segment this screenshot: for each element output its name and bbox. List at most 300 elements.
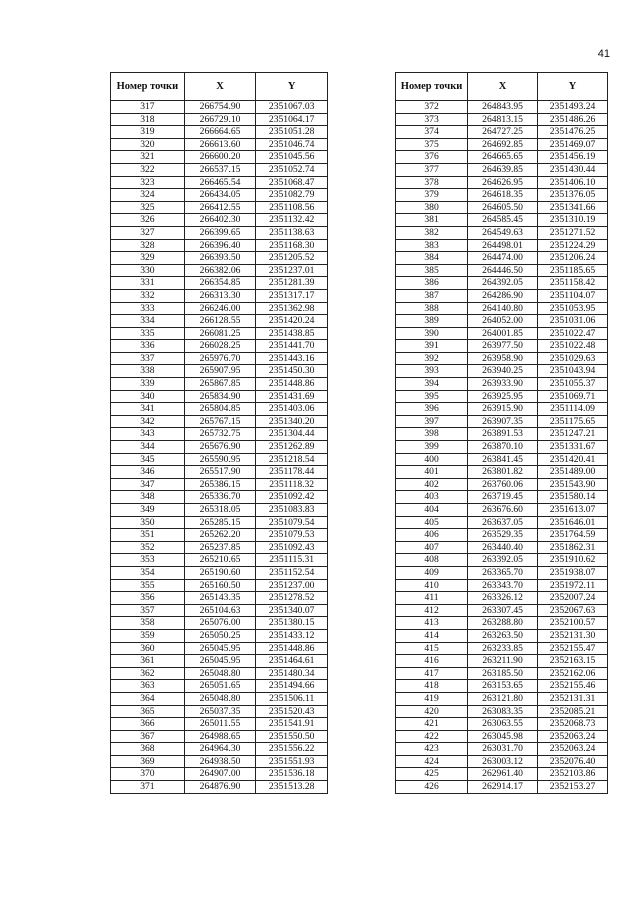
cell-point-number: 327 [111, 226, 185, 239]
cell-x: 265048.80 [184, 692, 256, 705]
cell-x: 265767.15 [184, 415, 256, 428]
cell-point-number: 348 [111, 491, 185, 504]
table-row [111, 289, 328, 302]
cell-point-number: 397 [396, 415, 468, 428]
cell-point-number: 346 [111, 466, 185, 479]
cell-y: 2351022.48 [538, 340, 608, 353]
cell-point-number: 424 [396, 755, 468, 768]
cell-x: 266412.55 [184, 201, 256, 214]
cell-x: 263063.55 [468, 718, 538, 731]
table-row [396, 718, 608, 731]
cell-y: 2351069.71 [538, 390, 608, 403]
cell-point-number: 329 [111, 252, 185, 265]
cell-y: 2351052.74 [256, 163, 328, 176]
table-row [396, 441, 608, 454]
cell-x: 264843.95 [468, 101, 538, 114]
cell-point-number: 374 [396, 126, 468, 139]
table-row [111, 151, 328, 164]
cell-x: 263891.53 [468, 428, 538, 441]
cell-y: 2351108.56 [256, 201, 328, 214]
table-row [111, 453, 328, 466]
cell-point-number: 363 [111, 680, 185, 693]
cell-point-number: 335 [111, 327, 185, 340]
cell-x: 266128.55 [184, 315, 256, 328]
table-row [396, 781, 608, 794]
cell-x: 263392.05 [468, 554, 538, 567]
table-row [111, 226, 328, 239]
cell-point-number: 394 [396, 378, 468, 391]
cell-point-number: 365 [111, 705, 185, 718]
cell-point-number: 331 [111, 277, 185, 290]
table-row [396, 201, 608, 214]
cell-x: 265590.95 [184, 453, 256, 466]
cell-point-number: 317 [111, 101, 185, 114]
cell-x: 264052.00 [468, 315, 538, 328]
cell-point-number: 422 [396, 730, 468, 743]
table-row [111, 541, 328, 554]
cell-y: 2351331.67 [538, 441, 608, 454]
cell-y: 2351132.42 [256, 214, 328, 227]
cell-point-number: 333 [111, 302, 185, 315]
cell-x: 266664.65 [184, 126, 256, 139]
table-row [111, 113, 328, 126]
table-row [111, 617, 328, 630]
cell-y: 2352063.24 [538, 743, 608, 756]
table-row [396, 541, 608, 554]
cell-point-number: 328 [111, 239, 185, 252]
cell-x: 263760.06 [468, 478, 538, 491]
cell-point-number: 410 [396, 579, 468, 592]
cell-point-number: 393 [396, 365, 468, 378]
cell-x: 265048.80 [184, 667, 256, 680]
cell-y: 2351972.11 [538, 579, 608, 592]
table-row [111, 327, 328, 340]
cell-x: 264140.80 [468, 302, 538, 315]
table-row [111, 176, 328, 189]
cell-point-number: 392 [396, 352, 468, 365]
cell-x: 263676.60 [468, 504, 538, 517]
cell-point-number: 362 [111, 667, 185, 680]
table-row [111, 214, 328, 227]
table-row [111, 126, 328, 139]
table-row [111, 629, 328, 642]
cell-x: 262961.40 [468, 768, 538, 781]
cell-x: 264392.05 [468, 277, 538, 290]
cell-x: 263907.35 [468, 415, 538, 428]
table-row [111, 365, 328, 378]
cell-point-number: 391 [396, 340, 468, 353]
cell-y: 2351489.00 [538, 466, 608, 479]
table-row [111, 516, 328, 529]
cell-y: 2351430.44 [538, 163, 608, 176]
table-row [396, 315, 608, 328]
table-row [396, 466, 608, 479]
table-row [111, 441, 328, 454]
cell-x: 263185.50 [468, 667, 538, 680]
cell-x: 263719.45 [468, 491, 538, 504]
cell-y: 2351206.24 [538, 252, 608, 265]
table-row [111, 554, 328, 567]
cell-x: 264692.85 [468, 138, 538, 151]
cell-point-number: 380 [396, 201, 468, 214]
cell-x: 263263.50 [468, 629, 538, 642]
cell-point-number: 355 [111, 579, 185, 592]
cell-x: 266246.00 [184, 302, 256, 315]
coordinates-table-left [110, 72, 328, 794]
cell-x: 265386.15 [184, 478, 256, 491]
cell-point-number: 340 [111, 390, 185, 403]
cell-point-number: 375 [396, 138, 468, 151]
cell-y: 2351152.54 [256, 566, 328, 579]
cell-point-number: 384 [396, 252, 468, 265]
table-row [396, 768, 608, 781]
cell-point-number: 357 [111, 604, 185, 617]
cell-point-number: 385 [396, 264, 468, 277]
cell-x: 266313.30 [184, 289, 256, 302]
cell-y: 2351067.03 [256, 101, 328, 114]
cell-y: 2351237.01 [256, 264, 328, 277]
cell-y: 2351158.42 [538, 277, 608, 290]
cell-y: 2351431.69 [256, 390, 328, 403]
table-row [396, 529, 608, 542]
table-row [396, 730, 608, 743]
cell-x: 264964.30 [184, 743, 256, 756]
cell-y: 2351079.53 [256, 529, 328, 542]
cell-x: 265517.90 [184, 466, 256, 479]
cell-y: 2352076.40 [538, 755, 608, 768]
table-row [111, 352, 328, 365]
cell-point-number: 334 [111, 315, 185, 328]
table-row [111, 252, 328, 265]
table-row [396, 604, 608, 617]
cell-point-number: 360 [111, 642, 185, 655]
cell-x: 265907.95 [184, 365, 256, 378]
cell-x: 263153.65 [468, 680, 538, 693]
cell-x: 263801.82 [468, 466, 538, 479]
cell-point-number: 395 [396, 390, 468, 403]
cell-x: 264876.90 [184, 781, 256, 794]
cell-point-number: 412 [396, 604, 468, 617]
cell-point-number: 390 [396, 327, 468, 340]
table-row [111, 390, 328, 403]
cell-y: 2351341.66 [538, 201, 608, 214]
table-body-right [396, 101, 608, 794]
table-row [111, 189, 328, 202]
cell-y: 2351092.43 [256, 541, 328, 554]
cell-x: 263343.70 [468, 579, 538, 592]
table-row [396, 126, 608, 139]
cell-y: 2351310.19 [538, 214, 608, 227]
table-row [396, 504, 608, 517]
table-row [111, 667, 328, 680]
cell-x: 266402.30 [184, 214, 256, 227]
cell-x: 266613.60 [184, 138, 256, 151]
cell-y: 2351053.95 [538, 302, 608, 315]
cell-y: 2352131.30 [538, 629, 608, 642]
cell-point-number: 349 [111, 504, 185, 517]
cell-x: 263933.90 [468, 378, 538, 391]
table-row [396, 289, 608, 302]
cell-x: 265318.05 [184, 504, 256, 517]
cell-y: 2351118.32 [256, 478, 328, 491]
cell-y: 2351362.98 [256, 302, 328, 315]
cell-x: 264938.50 [184, 755, 256, 768]
table-row [396, 390, 608, 403]
cell-x: 266382.06 [184, 264, 256, 277]
header-y: Y [256, 73, 328, 101]
table-row [111, 239, 328, 252]
cell-x: 264001.85 [468, 327, 538, 340]
cell-point-number: 347 [111, 478, 185, 491]
cell-y: 2352100.57 [538, 617, 608, 630]
cell-x: 266537.15 [184, 163, 256, 176]
table-row [111, 504, 328, 517]
cell-x: 264286.90 [468, 289, 538, 302]
cell-point-number: 423 [396, 743, 468, 756]
cell-y: 2351376.05 [538, 189, 608, 202]
cell-x: 263233.85 [468, 642, 538, 655]
cell-point-number: 403 [396, 491, 468, 504]
cell-y: 2352063.24 [538, 730, 608, 743]
cell-y: 2351045.56 [256, 151, 328, 164]
cell-point-number: 379 [396, 189, 468, 202]
cell-point-number: 320 [111, 138, 185, 151]
cell-x: 265143.35 [184, 592, 256, 605]
cell-point-number: 359 [111, 629, 185, 642]
cell-point-number: 318 [111, 113, 185, 126]
table-row [111, 466, 328, 479]
cell-y: 2351513.28 [256, 781, 328, 794]
table-row [396, 252, 608, 265]
cell-x: 265160.50 [184, 579, 256, 592]
cell-point-number: 396 [396, 403, 468, 416]
cell-y: 2351494.66 [256, 680, 328, 693]
table-row [111, 718, 328, 731]
cell-x: 263940.25 [468, 365, 538, 378]
table-row [111, 692, 328, 705]
cell-y: 2351055.37 [538, 378, 608, 391]
cell-y: 2351551.93 [256, 755, 328, 768]
cell-y: 2351438.85 [256, 327, 328, 340]
table-row [111, 579, 328, 592]
table-row [111, 403, 328, 416]
table-row [396, 743, 608, 756]
cell-y: 2352067.63 [538, 604, 608, 617]
cell-y: 2351469.07 [538, 138, 608, 151]
cell-y: 2351520.43 [256, 705, 328, 718]
header-y: Y [538, 73, 608, 101]
table-row [111, 781, 328, 794]
cell-x: 263870.10 [468, 441, 538, 454]
cell-x: 265676.90 [184, 441, 256, 454]
table-row [396, 327, 608, 340]
cell-point-number: 354 [111, 566, 185, 579]
table-header-row [111, 73, 328, 101]
cell-y: 2351456.19 [538, 151, 608, 164]
table-row [111, 264, 328, 277]
table-row [396, 592, 608, 605]
coordinates-table-right [395, 72, 608, 794]
table-row [111, 529, 328, 542]
table-row [396, 138, 608, 151]
cell-point-number: 416 [396, 655, 468, 668]
cell-y: 2351304.44 [256, 428, 328, 441]
cell-point-number: 324 [111, 189, 185, 202]
cell-y: 2351064.17 [256, 113, 328, 126]
cell-x: 266028.25 [184, 340, 256, 353]
cell-x: 265732.75 [184, 428, 256, 441]
cell-y: 2351420.24 [256, 315, 328, 328]
cell-point-number: 322 [111, 163, 185, 176]
table-row [396, 151, 608, 164]
table-row [111, 340, 328, 353]
cell-y: 2351092.42 [256, 491, 328, 504]
cell-x: 266754.90 [184, 101, 256, 114]
cell-point-number: 382 [396, 226, 468, 239]
cell-x: 264549.63 [468, 226, 538, 239]
cell-x: 266399.65 [184, 226, 256, 239]
cell-y: 2351104.07 [538, 289, 608, 302]
table-row [396, 340, 608, 353]
table-row [111, 163, 328, 176]
cell-x: 263925.95 [468, 390, 538, 403]
table-row [396, 692, 608, 705]
cell-point-number: 326 [111, 214, 185, 227]
table-row [396, 655, 608, 668]
table-row [396, 302, 608, 315]
cell-point-number: 372 [396, 101, 468, 114]
cell-x: 264605.50 [468, 201, 538, 214]
cell-point-number: 361 [111, 655, 185, 668]
table-row [396, 516, 608, 529]
cell-y: 2351480.34 [256, 667, 328, 680]
cell-point-number: 399 [396, 441, 468, 454]
cell-y: 2351764.59 [538, 529, 608, 542]
cell-x: 263637.05 [468, 516, 538, 529]
table-row [396, 629, 608, 642]
cell-x: 263307.45 [468, 604, 538, 617]
table-row [111, 680, 328, 693]
cell-y: 2351646.01 [538, 516, 608, 529]
cell-x: 266465.54 [184, 176, 256, 189]
cell-y: 2351205.52 [256, 252, 328, 265]
cell-y: 2351613.07 [538, 504, 608, 517]
cell-y: 2351247.21 [538, 428, 608, 441]
cell-point-number: 350 [111, 516, 185, 529]
table-row [111, 592, 328, 605]
cell-point-number: 369 [111, 755, 185, 768]
cell-point-number: 321 [111, 151, 185, 164]
cell-point-number: 339 [111, 378, 185, 391]
cell-y: 2351556.22 [256, 743, 328, 756]
cell-x: 265976.70 [184, 352, 256, 365]
cell-y: 2351493.24 [538, 101, 608, 114]
table-row [111, 755, 328, 768]
cell-x: 266393.50 [184, 252, 256, 265]
table-row [396, 705, 608, 718]
cell-point-number: 342 [111, 415, 185, 428]
cell-point-number: 400 [396, 453, 468, 466]
cell-point-number: 319 [111, 126, 185, 139]
cell-y: 2351543.90 [538, 478, 608, 491]
cell-point-number: 366 [111, 718, 185, 731]
cell-point-number: 417 [396, 667, 468, 680]
cell-point-number: 353 [111, 554, 185, 567]
cell-x: 263958.90 [468, 352, 538, 365]
table-row [111, 138, 328, 151]
cell-point-number: 377 [396, 163, 468, 176]
cell-point-number: 330 [111, 264, 185, 277]
cell-point-number: 387 [396, 289, 468, 302]
cell-point-number: 336 [111, 340, 185, 353]
cell-x: 264813.15 [468, 113, 538, 126]
cell-y: 2351464.61 [256, 655, 328, 668]
table-row [111, 302, 328, 315]
cell-y: 2352155.46 [538, 680, 608, 693]
cell-point-number: 407 [396, 541, 468, 554]
cell-y: 2351340.20 [256, 415, 328, 428]
cell-point-number: 402 [396, 478, 468, 491]
table-row [111, 378, 328, 391]
table-row [111, 655, 328, 668]
cell-x: 265834.90 [184, 390, 256, 403]
cell-y: 2351068.47 [256, 176, 328, 189]
cell-point-number: 386 [396, 277, 468, 290]
cell-point-number: 406 [396, 529, 468, 542]
cell-x: 265262.20 [184, 529, 256, 542]
cell-x: 266354.85 [184, 277, 256, 290]
cell-y: 2352068.73 [538, 718, 608, 731]
table-header-row [396, 73, 608, 101]
cell-y: 2351262.89 [256, 441, 328, 454]
table-row [396, 264, 608, 277]
cell-y: 2352007.24 [538, 592, 608, 605]
cell-point-number: 345 [111, 453, 185, 466]
cell-x: 266081.25 [184, 327, 256, 340]
cell-y: 2351046.74 [256, 138, 328, 151]
cell-point-number: 408 [396, 554, 468, 567]
cell-y: 2351271.52 [538, 226, 608, 239]
cell-y: 2351580.14 [538, 491, 608, 504]
cell-point-number: 364 [111, 692, 185, 705]
cell-point-number: 341 [111, 403, 185, 416]
header-point-number: Номер точки [111, 73, 185, 101]
cell-y: 2351448.86 [256, 642, 328, 655]
table-row [396, 189, 608, 202]
cell-point-number: 409 [396, 566, 468, 579]
cell-y: 2351043.94 [538, 365, 608, 378]
cell-x: 262914.17 [468, 781, 538, 794]
table-row [111, 491, 328, 504]
cell-y: 2351862.31 [538, 541, 608, 554]
table-row [396, 428, 608, 441]
cell-x: 264988.65 [184, 730, 256, 743]
cell-x: 263841.45 [468, 453, 538, 466]
cell-point-number: 401 [396, 466, 468, 479]
cell-point-number: 351 [111, 529, 185, 542]
table-body-left [111, 101, 328, 794]
cell-point-number: 411 [396, 592, 468, 605]
cell-x: 265045.95 [184, 642, 256, 655]
table-row [396, 478, 608, 491]
cell-y: 2351114.09 [538, 403, 608, 416]
cell-y: 2351185.65 [538, 264, 608, 277]
table-row [111, 642, 328, 655]
cell-point-number: 405 [396, 516, 468, 529]
table-row [396, 214, 608, 227]
cell-point-number: 373 [396, 113, 468, 126]
cell-x: 265336.70 [184, 491, 256, 504]
